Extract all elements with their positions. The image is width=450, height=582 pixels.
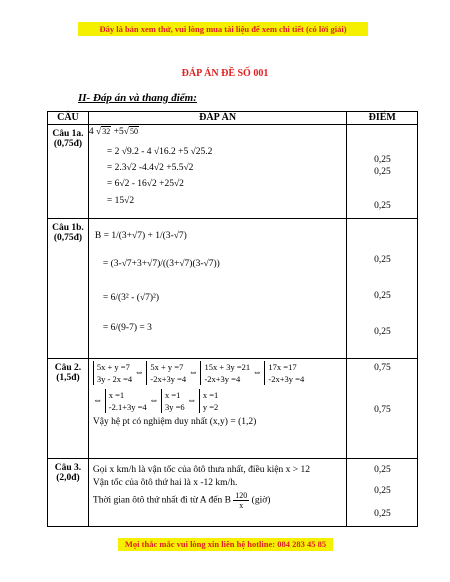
score-value: 0,25 [374, 327, 391, 337]
header-answer: ĐÁP ÁN [88, 112, 347, 125]
answer-line: = 2.3√2 -4.4√2 +5.5√2 [106, 163, 194, 173]
section-heading: II- Đáp án và thang điểm: [78, 92, 197, 104]
table-row [48, 219, 418, 359]
score-value: 0,25 [374, 291, 391, 301]
preview-notice-banner: Đây là bản xem thử, vui lòng mua tài liệu để xem chi tiết (có lời giải) [78, 22, 368, 36]
answer-line: = (3-√7+3+√7)/((3+√7)(3-√7)) [102, 259, 220, 269]
answer-line: B = 1/(3+√7) + 1/(3-√7) [94, 231, 187, 241]
question-label: Câu 2. [54, 363, 82, 373]
question-cell [48, 459, 89, 527]
question-label: Câu 1a. [52, 129, 84, 139]
question-cell [48, 125, 89, 219]
header-question: CÂU [48, 112, 89, 125]
score-value: 0,25 [374, 155, 391, 165]
header-score: ĐIỂM [347, 112, 418, 125]
answer-cell [88, 359, 347, 459]
page-title: ĐÁP ÁN ĐỀ SỐ 001 [181, 68, 269, 79]
answer-line: = 2 √9.2 - 4 √16.2 +5 √25.2 [106, 147, 213, 157]
question-cell [48, 359, 89, 459]
answer-line: 4 √32 +5√50 [88, 127, 138, 137]
score-cell [347, 359, 418, 459]
score-value: 0,25 [374, 255, 391, 265]
hotline-banner: Mọi thắc mắc vui lòng xin liên hệ hotline: 084 283 45 85 [118, 538, 333, 551]
score-value: 0,75 [374, 363, 391, 373]
score-value: 0,25 [374, 167, 391, 177]
answer-cell [88, 125, 347, 219]
table-row [48, 359, 418, 459]
answer-line: = 6/(9-7) = 3 [102, 323, 152, 333]
table-row [48, 125, 418, 219]
score-cell [347, 219, 418, 359]
answer-cell [88, 219, 347, 359]
answer-line: = 6√2 - 16√2 +25√2 [106, 179, 184, 189]
equation-system-line-2: ⇔ x =1 -2.1+3y =4 ⇔ x =1 3y =6 ⇔ x =1 y =2 [92, 390, 219, 412]
answer-conclusion: Vậy hệ pt có nghiệm duy nhất (x,y) = (1,2) [92, 417, 257, 427]
score-value: 0,25 [374, 201, 391, 211]
table-row [48, 459, 418, 527]
answer-table [47, 111, 418, 527]
question-points: (1,5đ) [56, 373, 80, 383]
answer-cell [88, 459, 347, 527]
score-value: 0,25 [374, 509, 391, 519]
answer-line: Gọi x km/h là vận tốc của ôtô thưa nhất, điều kiện x > 12 [92, 465, 310, 475]
question-label: Câu 3. [54, 463, 82, 473]
equation-system-line-1: 5x + y =7 3y - 2x =4 ⇔ 5x + y =7 -2x+3y =4 ⇔ 15x + 3y =21 -2x+3y =4 ⇔ 17x =17 -2x+3y =4 [93, 361, 304, 385]
score-cell [347, 459, 418, 527]
table-header-row [48, 112, 418, 125]
question-cell [48, 219, 89, 359]
score-value: 0,25 [374, 465, 391, 475]
question-points: (0,75đ) [53, 139, 83, 149]
answer-line: = 6/(3² - (√7)²) [102, 293, 159, 303]
score-value: 0,25 [374, 486, 391, 496]
answer-line: Thời gian ôtô thứ nhất đi từ A đến B $\frac{120}{x}$ (giờ) [92, 491, 271, 510]
question-points: (2,0đ) [56, 473, 80, 483]
question-points: (0,75đ) [53, 233, 83, 243]
answer-line: Vận tốc của ôtô thứ hai là x -12 km/h. [92, 478, 238, 488]
question-label: Câu 1b. [52, 223, 84, 233]
score-cell [347, 125, 418, 219]
answer-line: = 15√2 [106, 196, 135, 206]
score-value: 0,75 [374, 405, 391, 415]
